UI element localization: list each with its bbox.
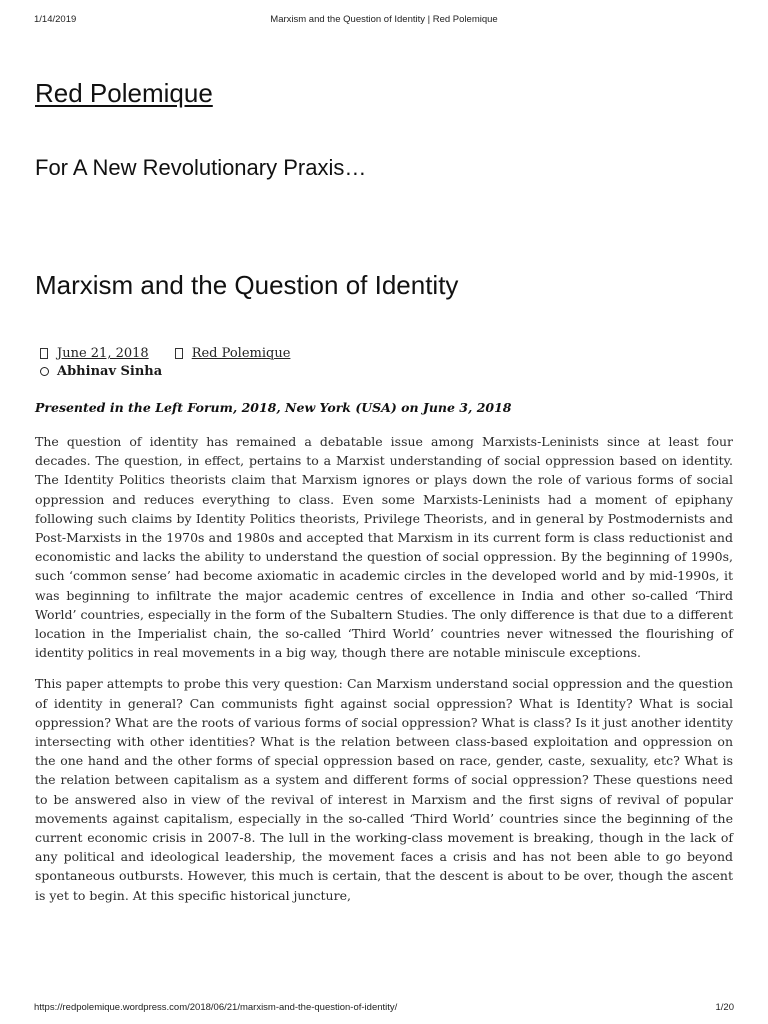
calendar-icon [40,348,48,359]
presented-note: Presented in the Left Forum, 2018, New York (USA) on June 3, 2018 [35,400,512,415]
print-url: https://redpolemique.wordpress.com/2018/06/21/marxism-and-the-question-of-identity/ [34,1002,398,1013]
site-title-link[interactable]: Red Polemique [35,78,213,108]
folder-icon [175,348,183,359]
body-paragraph: This paper attempts to probe this very question: Can Marxism understand social oppression and the question of identity in general? Can communists fight against social oppression? What is Identity? What is social oppression? What are the roots of various forms of social oppression? What is class? Is it just another identity intersecting with other identities? What is the relation between class-based exploitation and oppression on the one hand and the other forms of special oppression based on race, gender, caste, sexuality, etc? What is the relation between capitalism as a system and different forms of social oppression? These questions need to be answered also in view of the revival of interest in Marxism and the first signs of revival of popular movements against capitalism, especially in the so-called ‘Third World’ countries since the beginning of the current economic crisis in 2007-8. The lull in the working-class movement is breaking, though in the lack of any political and ideological leadership, the movement faces a crisis and has not been able to go beyond spontaneous outbursts. However, this much is certain, that the descent is about to be over, though the ascent is yet to begin. At this specific historical juncture, [35,676,733,903]
print-footer [34,1002,734,1016]
print-doc-title: Marxism and the Question of Identity | Red Polemique [270,14,498,25]
print-header [34,14,734,28]
post-meta [40,346,290,379]
post-date-link[interactable]: June 21, 2018 [57,346,149,361]
site-tagline: For A New Revolutionary Praxis… [35,155,367,180]
post-title: Marxism and the Question of Identity [35,270,459,300]
circle-bullet-icon [40,367,49,376]
post-body [35,432,733,917]
post-author: Abhinav Sinha [57,364,163,379]
print-date: 1/14/2019 [34,14,77,25]
post-category-link[interactable]: Red Polemique [191,346,291,361]
body-paragraph: The question of identity has remained a debatable issue among Marxists-Leninists since at least four decades. The question, in effect, pertains to a Marxist understanding of social oppression based on identity. The Identity Politics theorists claim that Marxism ignores or plays down the role of various forms of social oppression and reduces everything to class. Even some Marxists-Leninists had a moment of epiphany following such claims by Identity Politics theorists, Privilege Theorists, and in general by Postmodernists and Post-Marxists in the 1970s and 1980s and accepted that Marxism in its current form is class reductionist and economistic and lacks the ability to understand the question of social oppression. By the beginning of 1990s, such ‘common sense’ had become axiomatic in academic circles in the developed world and by mid-1990s, it was beginning to infiltrate the major academic centres of excellence in India and other so-called ‘Third World’ countries, especially in the form of the Subaltern Studies. The only difference is that due to a different location in the Imperialist chain, the so-called ‘Third World’ countries never witnessed the flourishing of identity politics in real movements in a big way, though there are notable miniscule exceptions. [35,434,733,661]
print-page-number: 1/20 [715,1002,734,1013]
